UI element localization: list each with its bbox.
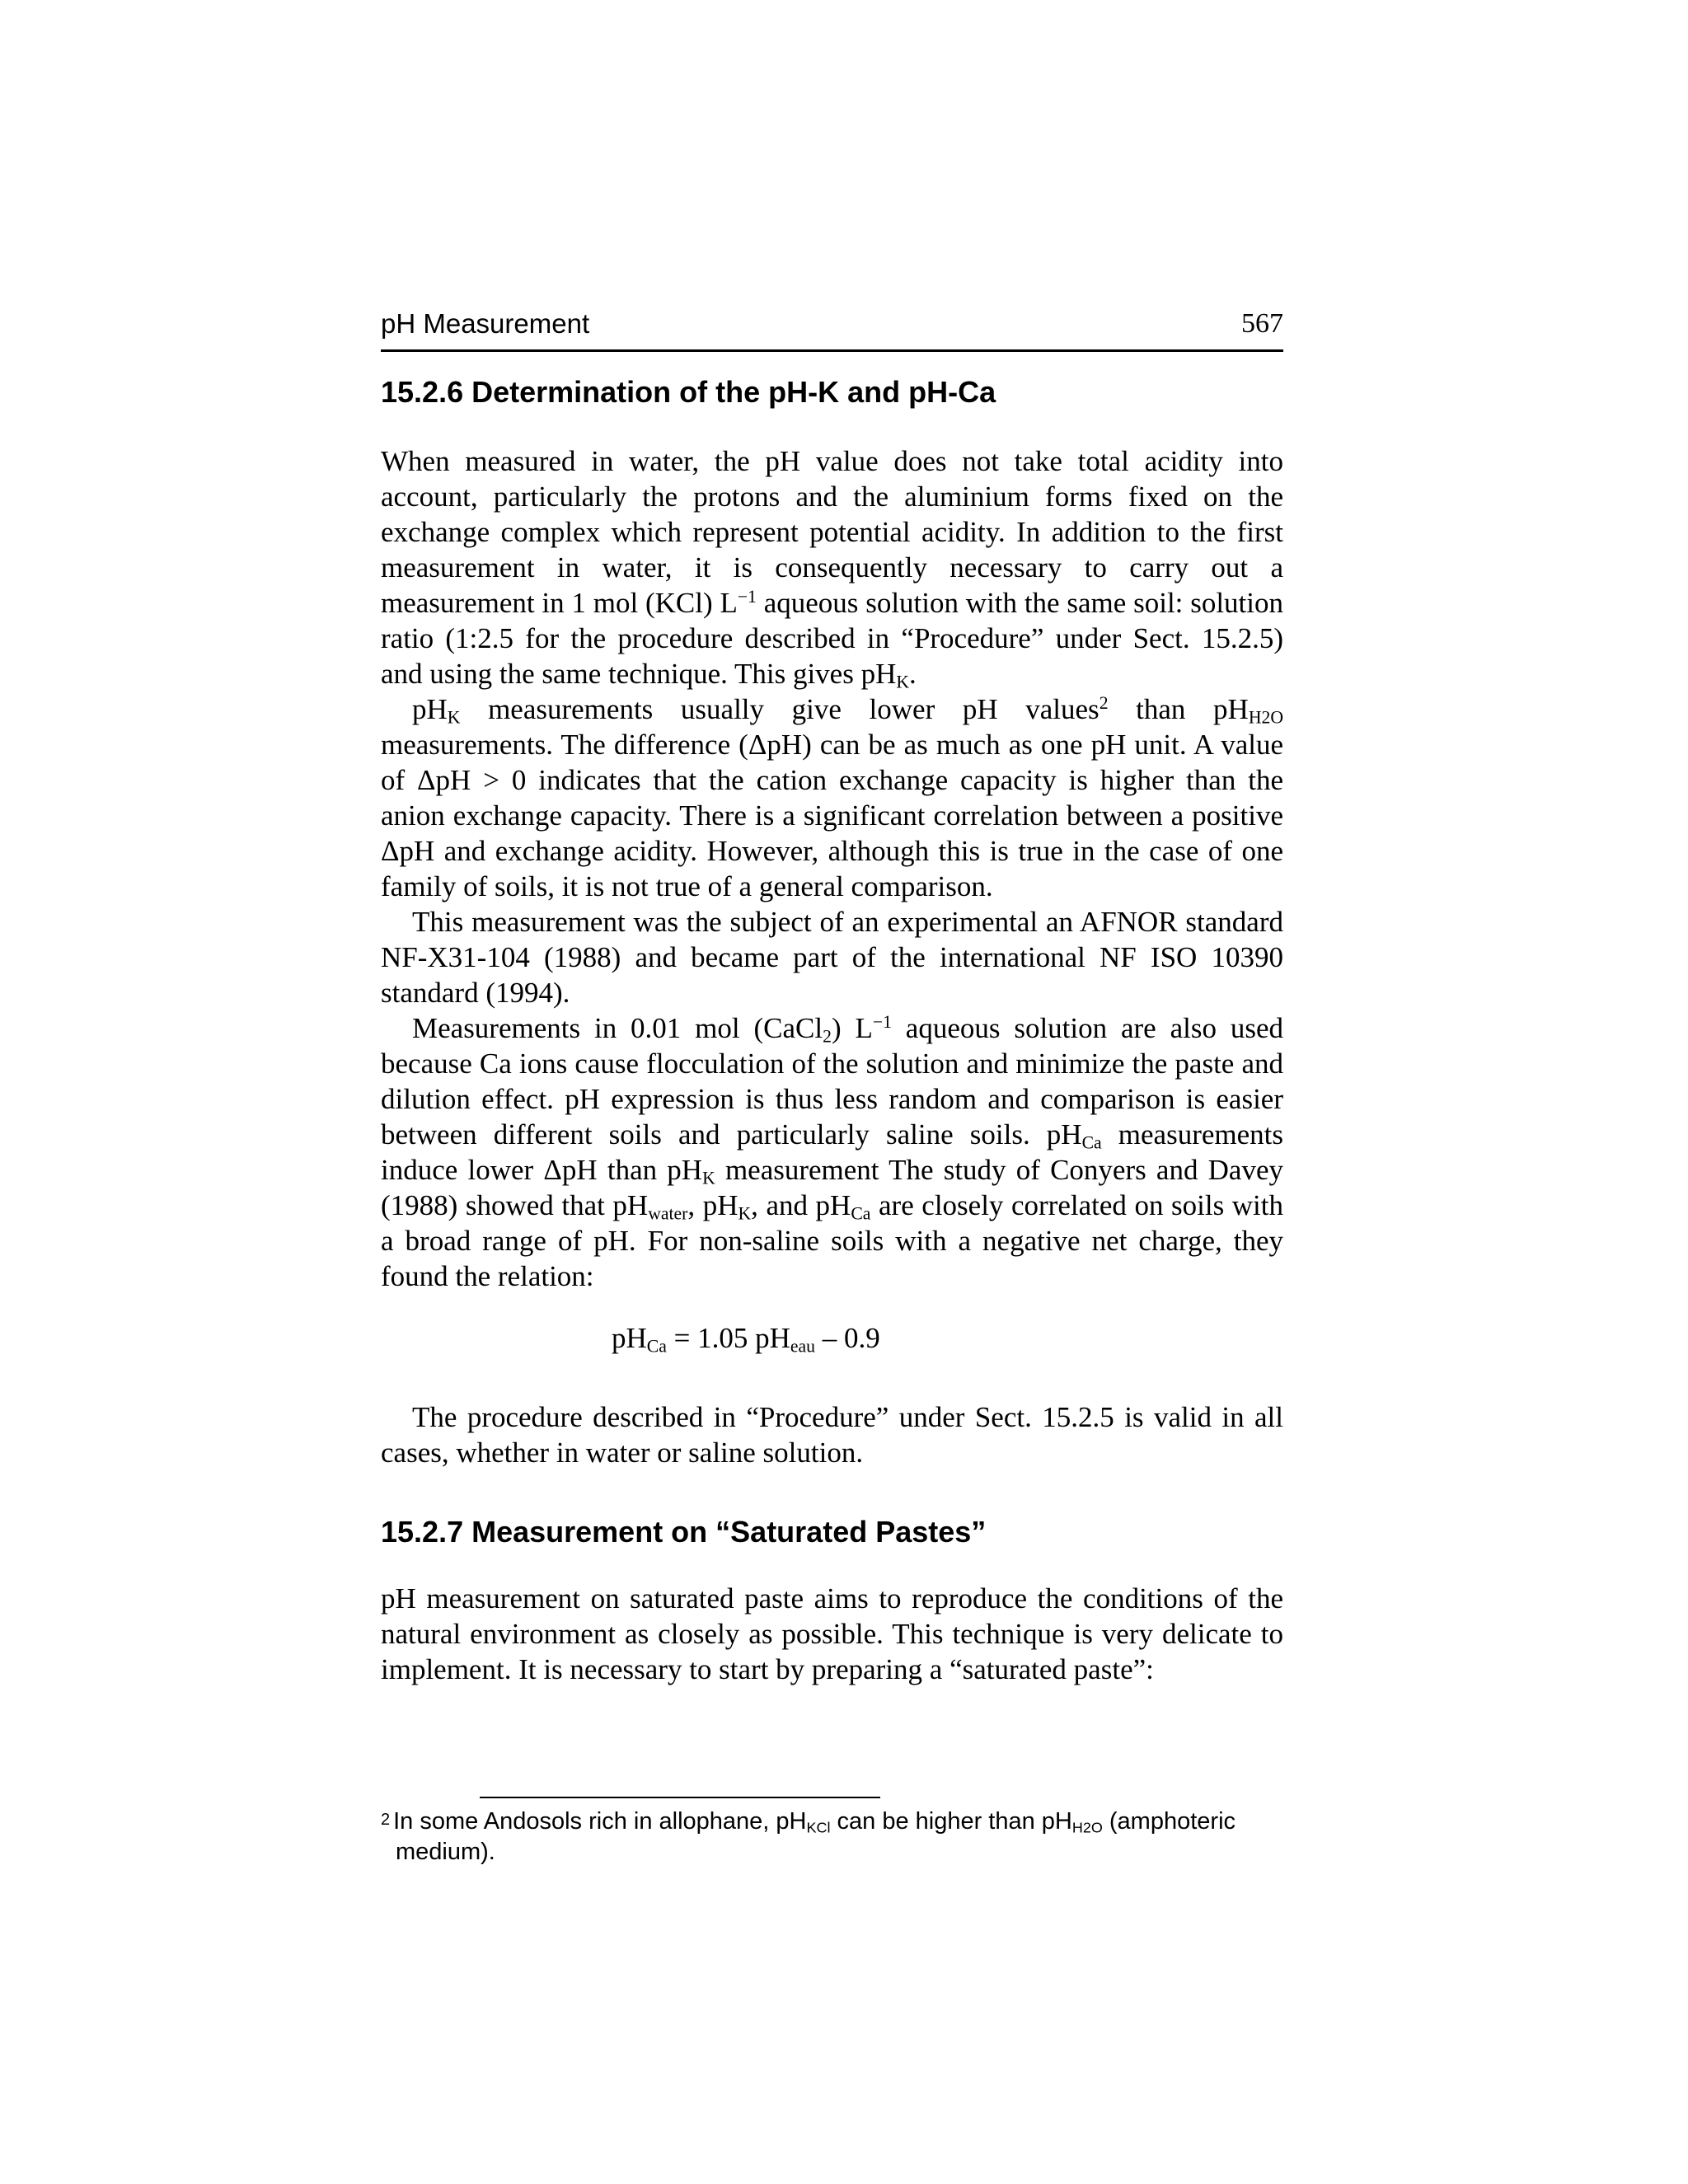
footnote-divider <box>480 1797 880 1798</box>
equation-phca: $pH_{Ca} = 1.05$ $pH_{eau} - 0.9$ <box>612 1322 880 1357</box>
footnote <box>381 1807 1283 1868</box>
paragraph-afnor-standard: This measurement was the subject of an experimental an AFNOR standard NF-X31-104 (1988) and became part of the international NF ISO 10390 standard (1994). <box>381 906 1283 1009</box>
paragraph-cacl2: Measurements in 0.01 mol (CaCl$_2$) $L^{-1}$ aqueous solution are also used because Ca ions cause flocculation of the solution and minimize the paste and dilution effect. pH expression is thus less random and comparison is easier between different soils and particularly saline soils. $pH_{Ca}$ measurements induce lower ΔpH than $pH_K$ measurement The study of Conyers and Davey (1988) showed that $pH_{water}$, $pH_K$, and $pH_{Ca}$ are closely correlated on soils with a broad range of pH. For non-saline soils with a negative net charge, they found the relation: <box>381 1012 1284 1292</box>
footnote-line-2: medium). <box>396 1839 495 1865</box>
footnote-reference: 2 <box>1099 693 1109 714</box>
paragraph-phk-comparison: $pH_K$ measurements usually give lower pH values$^2$ than $pH_{H2O}$ measurements. The difference (ΔpH) can be as much as one pH unit. A value of ΔpH > 0 indicates that the cation exchange capacity is higher than the anion exchange capacity. There is a significant correlation between a positive ΔpH and exchange acidity. However, although this is true in the case of one family of soils, it is not true of a general comparison. <box>381 693 1283 902</box>
page-number: 567 <box>1241 308 1283 339</box>
section-15-2-6-body <box>381 443 1283 1294</box>
section-15-2-7-body <box>381 1581 1283 1687</box>
running-title: pH Measurement <box>381 308 590 339</box>
paragraph-procedure-valid: The procedure described in “Procedure” under Sect. 15.2.5 is valid in all cases, whether in water or saline solution. <box>381 1401 1283 1469</box>
paragraph-ph-water: When measured in water, the pH value does not take total acidity into account, particularly the protons and the aluminium forms fixed on the exchange complex which represent potential acidity. In addition to the first measurement in water, it is consequently necessary to carry out a measurement in 1 mol (KCl) $L^{-1}$ aqueous solution with the same soil: solution ratio (1:2.5 for the procedure described in “Procedure” under Sect. 15.2.5) and using the same technique. This gives $pH_K$. <box>381 445 1284 692</box>
footnote-marker: 2 <box>381 1811 391 1829</box>
footnote-line-1: $^2$ In some Andosols rich in allophane, $pH_{KCl}$ can be higher than $pH_{H2O}$ (amphoteric <box>381 1808 1236 1836</box>
running-header <box>381 305 1283 352</box>
section-15-2-6-closing <box>381 1399 1283 1470</box>
section-heading-15-2-6: 15.2.6 Determination of the pH-K and pH-Ca <box>381 375 996 409</box>
paragraph-saturated-paste: pH measurement on saturated paste aims to reproduce the conditions of the natural environment as closely as possible. This technique is very delicate to implement. It is necessary to start by preparing a “saturated paste”: <box>381 1582 1283 1685</box>
section-heading-15-2-7: 15.2.7 Measurement on “Saturated Pastes” <box>381 1515 987 1549</box>
